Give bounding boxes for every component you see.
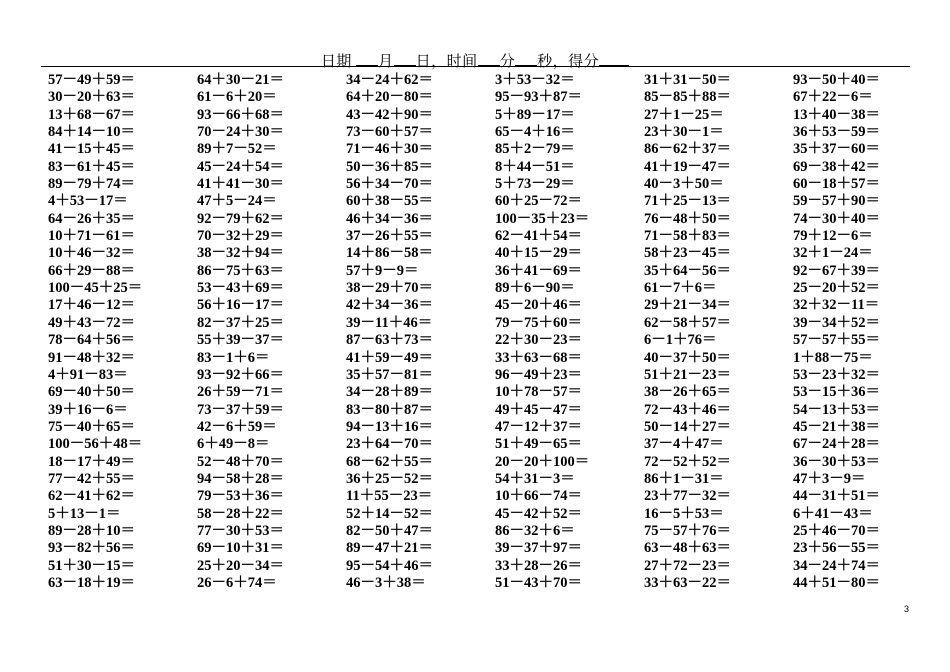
problem-cell: 40＋15－29＝ bbox=[495, 245, 582, 262]
problem-cell: 39－11＋46＝ bbox=[346, 314, 433, 331]
problem-cell: 94－13＋16＝ bbox=[346, 418, 433, 435]
problem-cell: 13＋68－67＝ bbox=[48, 106, 135, 123]
problem-cell: 51＋21－23＝ bbox=[644, 366, 731, 383]
problem-cell: 22＋30－23＝ bbox=[495, 332, 582, 349]
problem-cell: 47＋5－24＝ bbox=[197, 193, 277, 210]
problem-cell: 70－32＋29＝ bbox=[197, 228, 284, 245]
problem-cell: 38－32＋94＝ bbox=[197, 245, 284, 262]
problem-cell: 34－24＋62＝ bbox=[346, 72, 433, 88]
problem-cell: 34－28＋89＝ bbox=[346, 384, 433, 401]
problem-cell: 79＋12－6＝ bbox=[793, 228, 873, 245]
problem-cell: 79－75＋60＝ bbox=[495, 314, 582, 331]
problem-cell: 11＋55－23＝ bbox=[346, 488, 433, 505]
problem-cell: 64＋30－21＝ bbox=[197, 72, 284, 88]
problem-cell: 50－36＋85＝ bbox=[346, 158, 433, 175]
problem-cell: 44－31＋51＝ bbox=[793, 488, 880, 505]
problem-cell: 10＋78－57＝ bbox=[495, 384, 582, 401]
problem-cell: 49＋45－47＝ bbox=[495, 401, 582, 418]
minute-label: 分 bbox=[499, 54, 516, 70]
problem-cell: 100－56＋48＝ bbox=[48, 436, 143, 453]
problem-cell: 57－49＋59＝ bbox=[48, 72, 135, 88]
problem-cell: 42＋34－36＝ bbox=[346, 297, 433, 314]
problem-cell: 27＋72－23＝ bbox=[644, 557, 731, 574]
problem-cell: 36＋53－59＝ bbox=[793, 124, 880, 141]
problem-cell: 4＋91－83＝ bbox=[48, 366, 128, 383]
problem-cell: 69－10＋31＝ bbox=[197, 540, 284, 557]
problem-cell: 36－30＋53＝ bbox=[793, 453, 880, 470]
day-blank bbox=[394, 53, 416, 66]
problem-cell: 5＋13－1＝ bbox=[48, 505, 121, 522]
problem-cell: 59－57＋90＝ bbox=[793, 193, 880, 210]
worksheet-header bbox=[0, 50, 950, 71]
problem-cell: 41＋59－49＝ bbox=[346, 349, 433, 366]
problem-cell: 52－48＋70＝ bbox=[197, 453, 284, 470]
problem-cell: 10＋71－61＝ bbox=[48, 228, 135, 245]
problem-cell: 49＋43－72＝ bbox=[48, 314, 135, 331]
problem-cell: 83－61＋45＝ bbox=[48, 158, 135, 175]
problem-cell: 25＋20－34＝ bbox=[197, 557, 284, 574]
problem-cell: 93－92＋66＝ bbox=[197, 366, 284, 383]
problem-cell: 77－30＋53＝ bbox=[197, 522, 284, 539]
problem-cell: 32＋32－11＝ bbox=[793, 297, 880, 314]
problem-cell: 43－42＋90＝ bbox=[346, 106, 433, 123]
problem-cell: 58－28＋22＝ bbox=[197, 505, 284, 522]
problem-cell: 44＋51－80＝ bbox=[793, 574, 880, 591]
problem-cell: 29＋21－34＝ bbox=[644, 297, 731, 314]
second-score-label: 秒，得分 bbox=[537, 54, 600, 70]
score-blank bbox=[599, 53, 629, 66]
problem-cell: 100－45＋25＝ bbox=[48, 280, 143, 297]
problem-cell: 10＋66－74＝ bbox=[495, 488, 582, 505]
problem-cell: 83－80＋87＝ bbox=[346, 401, 433, 418]
problem-cell: 56＋34－70＝ bbox=[346, 176, 433, 193]
problem-cell: 38－26＋65＝ bbox=[644, 384, 731, 401]
problem-cell: 73－37＋59＝ bbox=[197, 401, 284, 418]
minute-blank bbox=[478, 53, 500, 66]
month-blank bbox=[356, 53, 378, 66]
problem-cell: 58＋23－45＝ bbox=[644, 245, 731, 262]
problem-cell: 16－5＋53＝ bbox=[644, 505, 724, 522]
problem-cell: 65－4＋16＝ bbox=[495, 124, 575, 141]
problem-cell: 77－42＋55＝ bbox=[48, 470, 135, 487]
problem-cell: 51－43＋70＝ bbox=[495, 574, 582, 591]
problem-cell: 42－6＋59＝ bbox=[197, 418, 277, 435]
problem-cell: 61－7＋6＝ bbox=[644, 280, 717, 297]
problem-cell: 50－14＋27＝ bbox=[644, 418, 731, 435]
problem-cell: 54－13＋53＝ bbox=[793, 401, 880, 418]
problem-cell: 56＋16－17＝ bbox=[197, 297, 284, 314]
problem-cell: 14＋86－58＝ bbox=[346, 245, 433, 262]
problem-cell: 69－38＋42＝ bbox=[793, 158, 880, 175]
problem-cell: 62－41＋54＝ bbox=[495, 228, 582, 245]
problem-cell: 53－43＋69＝ bbox=[197, 280, 284, 297]
problem-cell: 71－58＋83＝ bbox=[644, 228, 731, 245]
problem-cell: 82－37＋25＝ bbox=[197, 314, 284, 331]
problem-cell: 33＋63－68＝ bbox=[495, 349, 582, 366]
problem-cell: 87－63＋73＝ bbox=[346, 332, 433, 349]
problem-cell: 39－34＋52＝ bbox=[793, 314, 880, 331]
problem-cell: 89－47＋21＝ bbox=[346, 540, 433, 557]
problem-cell: 63－48＋63＝ bbox=[644, 540, 731, 557]
problem-grid bbox=[48, 72, 942, 592]
problem-cell: 72－43＋46＝ bbox=[644, 401, 731, 418]
problem-cell: 26＋59－71＝ bbox=[197, 384, 284, 401]
problem-cell: 34－24＋74＝ bbox=[793, 557, 880, 574]
problem-cell: 54＋31－3＝ bbox=[495, 470, 575, 487]
problem-cell: 61－6＋20＝ bbox=[197, 89, 277, 106]
problem-cell: 33＋63－22＝ bbox=[644, 574, 731, 591]
problem-cell: 73－60＋57＝ bbox=[346, 124, 433, 141]
problem-cell: 23＋30－1＝ bbox=[644, 124, 724, 141]
problem-cell: 62－58＋57＝ bbox=[644, 314, 731, 331]
problem-cell: 25－20＋52＝ bbox=[793, 280, 880, 297]
problem-cell: 23＋64－70＝ bbox=[346, 436, 433, 453]
problem-cell: 85－85＋88＝ bbox=[644, 89, 731, 106]
problem-cell: 93－50＋40＝ bbox=[793, 72, 880, 88]
problem-cell: 41＋19－47＝ bbox=[644, 158, 731, 175]
problem-cell: 46－3＋38＝ bbox=[346, 574, 426, 591]
problem-cell: 75－57＋76＝ bbox=[644, 522, 731, 539]
problem-cell: 39－37＋97＝ bbox=[495, 540, 582, 557]
problem-cell: 71＋25－13＝ bbox=[644, 193, 731, 210]
problem-cell: 94－58＋28＝ bbox=[197, 470, 284, 487]
problem-cell: 89－79＋74＝ bbox=[48, 176, 135, 193]
problem-cell: 57＋9－9＝ bbox=[346, 262, 419, 279]
problem-cell: 39＋16－6＝ bbox=[48, 401, 128, 418]
problem-cell: 45－24＋54＝ bbox=[197, 158, 284, 175]
problem-cell: 6＋49－8＝ bbox=[197, 436, 270, 453]
problem-cell: 74－30＋40＝ bbox=[793, 210, 880, 227]
problem-cell: 37－4＋47＝ bbox=[644, 436, 724, 453]
problem-cell: 47－12＋37＝ bbox=[495, 418, 582, 435]
problem-cell: 76－48＋50＝ bbox=[644, 210, 731, 227]
problem-cell: 8＋44－51＝ bbox=[495, 158, 575, 175]
problem-cell: 91－48＋32＝ bbox=[48, 349, 135, 366]
header-divider bbox=[41, 66, 910, 67]
date-label: 日期 bbox=[320, 54, 352, 70]
problem-cell: 79－53＋36＝ bbox=[197, 488, 284, 505]
problem-cell: 96－49＋23＝ bbox=[495, 366, 582, 383]
problem-cell: 89＋7－52＝ bbox=[197, 141, 277, 158]
problem-cell: 6－1＋76＝ bbox=[644, 332, 717, 349]
problem-cell: 5＋73－29＝ bbox=[495, 176, 575, 193]
problem-cell: 69－40＋50＝ bbox=[48, 384, 135, 401]
problem-cell: 45－42＋52＝ bbox=[495, 505, 582, 522]
problem-cell: 64－26＋35＝ bbox=[48, 210, 135, 227]
problem-cell: 52＋14－52＝ bbox=[346, 505, 433, 522]
problem-cell: 89－28＋10＝ bbox=[48, 522, 135, 539]
problem-cell: 23＋77－32＝ bbox=[644, 488, 731, 505]
problem-cell: 60－18＋57＝ bbox=[793, 176, 880, 193]
problem-cell: 62－41＋62＝ bbox=[48, 488, 135, 505]
problem-cell: 36＋41－69＝ bbox=[495, 262, 582, 279]
problem-cell: 82－50＋47＝ bbox=[346, 522, 433, 539]
problem-cell: 26－6＋74＝ bbox=[197, 574, 277, 591]
problem-cell: 64＋20－80＝ bbox=[346, 89, 433, 106]
problem-cell: 51＋30－15＝ bbox=[48, 557, 135, 574]
problem-cell: 71－46＋30＝ bbox=[346, 141, 433, 158]
problem-cell: 45－21＋38＝ bbox=[793, 418, 880, 435]
problem-cell: 63－18＋19＝ bbox=[48, 574, 135, 591]
problem-cell: 46＋34－36＝ bbox=[346, 210, 433, 227]
problem-cell: 86－32＋6＝ bbox=[495, 522, 575, 539]
month-label: 月 bbox=[378, 54, 394, 70]
day-time-label: 日，时间 bbox=[415, 54, 478, 70]
problem-cell: 18－17＋49＝ bbox=[48, 453, 135, 470]
problem-cell: 93－66＋68＝ bbox=[197, 106, 284, 123]
problem-cell: 53－23＋32＝ bbox=[793, 366, 880, 383]
problem-cell: 60＋38－55＝ bbox=[346, 193, 433, 210]
problem-cell: 85＋2－79＝ bbox=[495, 141, 575, 158]
problem-cell: 86－62＋37＝ bbox=[644, 141, 731, 158]
problem-cell: 78－64＋56＝ bbox=[48, 332, 135, 349]
problem-cell: 70－24＋30＝ bbox=[197, 124, 284, 141]
problem-cell: 67＋22－6＝ bbox=[793, 89, 873, 106]
problem-cell: 89＋6－90＝ bbox=[495, 280, 575, 297]
problem-cell: 68－62＋55＝ bbox=[346, 453, 433, 470]
problem-cell: 60＋25－72＝ bbox=[495, 193, 582, 210]
problem-cell: 13＋40－38＝ bbox=[793, 106, 880, 123]
problem-cell: 20－20＋100＝ bbox=[495, 453, 590, 470]
problem-cell: 32＋1－24＝ bbox=[793, 245, 873, 262]
problem-cell: 35＋57－81＝ bbox=[346, 366, 433, 383]
problem-cell: 72－52＋52＝ bbox=[644, 453, 731, 470]
problem-cell: 31＋31－50＝ bbox=[644, 72, 731, 88]
problem-cell: 95－54＋46＝ bbox=[346, 557, 433, 574]
problem-cell: 57－57＋55＝ bbox=[793, 332, 880, 349]
second-blank bbox=[515, 53, 537, 66]
problem-cell: 47＋3－9＝ bbox=[793, 470, 866, 487]
problem-cell: 40－3＋50＝ bbox=[644, 176, 724, 193]
problem-cell: 86＋1－31＝ bbox=[644, 470, 724, 487]
problem-cell: 35＋37－60＝ bbox=[793, 141, 880, 158]
problem-cell: 25＋46－70＝ bbox=[793, 522, 880, 539]
problem-cell: 6＋41－43＝ bbox=[793, 505, 873, 522]
problem-cell: 84＋14－10＝ bbox=[48, 124, 135, 141]
problem-cell: 51＋49－65＝ bbox=[495, 436, 582, 453]
problem-cell: 1＋88－75＝ bbox=[793, 349, 873, 366]
problem-cell: 41＋41－30＝ bbox=[197, 176, 284, 193]
problem-cell: 40－37＋50＝ bbox=[644, 349, 731, 366]
problem-cell: 27＋1－25＝ bbox=[644, 106, 724, 123]
problem-cell: 95－93＋87＝ bbox=[495, 89, 582, 106]
problem-cell: 17＋46－12＝ bbox=[48, 297, 135, 314]
problem-cell: 45－20＋46＝ bbox=[495, 297, 582, 314]
page-number: 3 bbox=[904, 604, 910, 614]
problem-cell: 53－15＋36＝ bbox=[793, 384, 880, 401]
problem-cell: 86－75＋63＝ bbox=[197, 262, 284, 279]
problem-cell: 23＋56－55＝ bbox=[793, 540, 880, 557]
problem-cell: 55＋39－37＝ bbox=[197, 332, 284, 349]
problem-cell: 10＋46－32＝ bbox=[48, 245, 135, 262]
problem-cell: 35＋64－56＝ bbox=[644, 262, 731, 279]
problem-cell: 41－15＋45＝ bbox=[48, 141, 135, 158]
problem-cell: 3＋53－32＝ bbox=[495, 72, 575, 88]
problem-cell: 92－79＋62＝ bbox=[197, 210, 284, 227]
problem-cell: 93－82＋56＝ bbox=[48, 540, 135, 557]
problem-cell: 30－20＋63＝ bbox=[48, 89, 135, 106]
problem-cell: 4＋53－17＝ bbox=[48, 193, 128, 210]
problem-cell: 67－24＋28＝ bbox=[793, 436, 880, 453]
problem-cell: 66＋29－88＝ bbox=[48, 262, 135, 279]
problem-cell: 33＋28－26＝ bbox=[495, 557, 582, 574]
problem-cell: 5＋89－17＝ bbox=[495, 106, 575, 123]
problem-cell: 100－35＋23＝ bbox=[495, 210, 590, 227]
problem-cell: 36＋25－52＝ bbox=[346, 470, 433, 487]
problem-cell: 92－67＋39＝ bbox=[793, 262, 880, 279]
problem-cell: 75－40＋65＝ bbox=[48, 418, 135, 435]
problem-cell: 83－1＋6＝ bbox=[197, 349, 270, 366]
problem-cell: 38－29＋70＝ bbox=[346, 280, 433, 297]
problem-cell: 37－26＋55＝ bbox=[346, 228, 433, 245]
